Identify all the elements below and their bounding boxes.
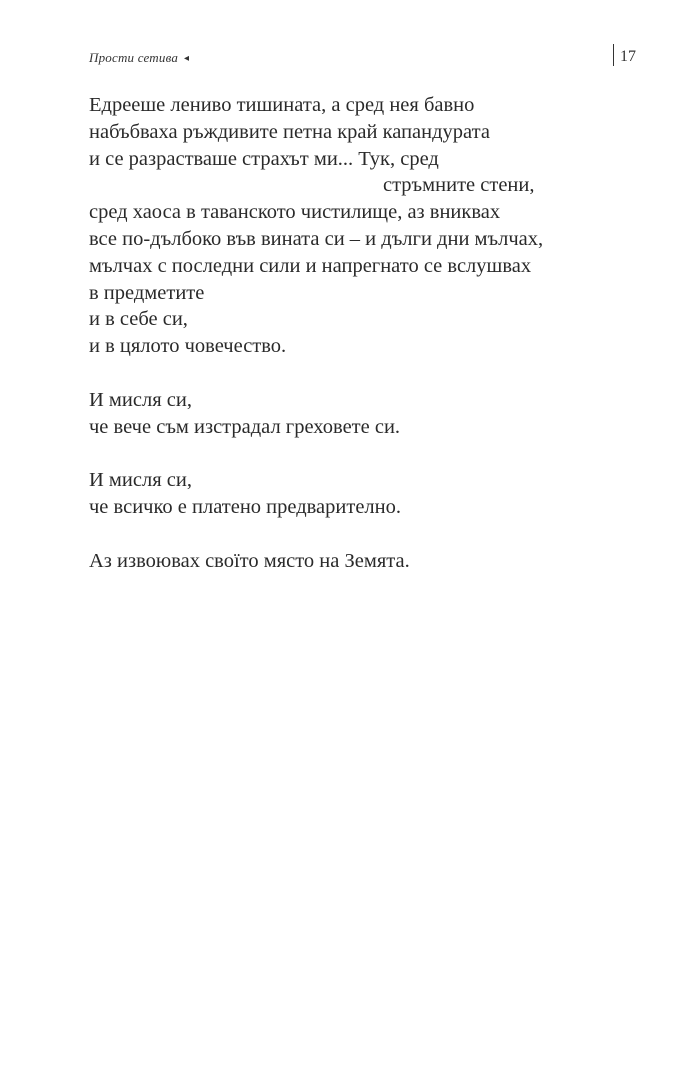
poem-line: че вече съм изстрадал греховете си. [89,415,401,438]
poem-line: И мисля си, [89,469,192,492]
poem-line: и в себе си, [89,308,188,331]
poem-line: в предметите [89,281,205,304]
poem-line: и се разрастваше страхът ми... Тук, сред [89,147,439,170]
triangle-left-icon: ◂ [184,53,190,64]
folio-rule [613,44,614,66]
stanza-4 [89,548,649,575]
folio [613,44,636,70]
poem-line: набъбваха ръждивите петна край капандурата [89,120,490,143]
poem-line: И мисля си, [89,388,192,411]
running-title: Прости сетива [89,50,179,65]
poem-line: Едрееше лениво тишината, а сред нея бавно [89,94,475,116]
stanza-1 [89,92,649,360]
poem-line: Аз извоювах своїто място на Земята. [89,549,410,572]
poem-line: че всичко е платено предварително. [89,495,402,518]
page-number: 17 [620,48,636,65]
running-head [89,50,189,66]
poem-body [89,92,649,601]
poem-line: все по-дълбоко във вината си – и дълги дни мълчах, [89,227,544,250]
stanza-3 [89,467,649,521]
poem-line: и в цялото човечество. [89,335,287,358]
poem-line-indented: стръмните стени, [383,174,535,197]
stanza-2 [89,387,649,441]
poem-line: сред хаоса в таванското чистилище, аз вниквах [89,201,501,224]
poem-line: мълчах с последни сили и напрегнато се вслушвах [89,254,532,277]
